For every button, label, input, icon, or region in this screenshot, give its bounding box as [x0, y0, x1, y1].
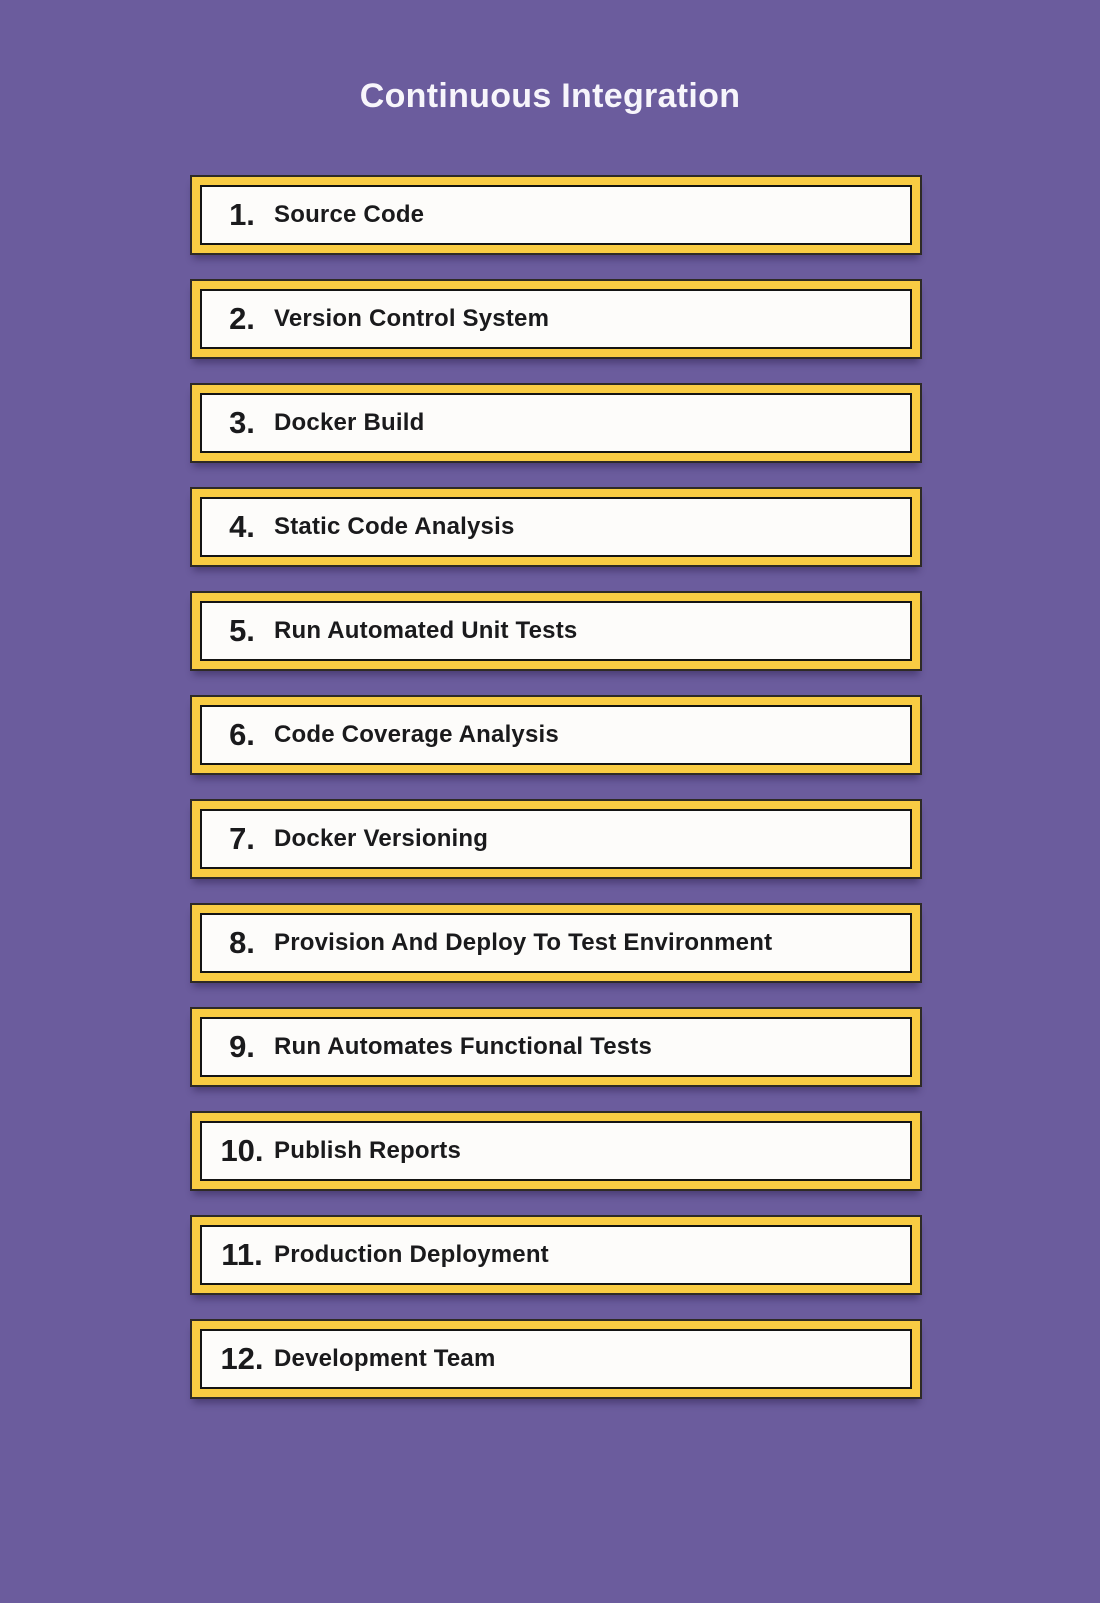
step-item-7 [190, 799, 922, 879]
step-number: 2. [229, 301, 255, 336]
step-label: Run Automated Unit Tests [274, 617, 578, 644]
step-number: 12. [220, 1341, 264, 1376]
step-box [200, 913, 912, 973]
step-item-11 [190, 1215, 922, 1295]
step-item-4 [190, 487, 922, 567]
step-number: 4. [229, 509, 255, 544]
step-item-2 [190, 279, 922, 359]
step-number: 9. [229, 1029, 255, 1064]
step-label: Docker Build [274, 409, 425, 436]
step-label: Docker Versioning [274, 825, 489, 852]
page-title: Continuous Integration [359, 77, 741, 115]
step-number: 6. [229, 717, 255, 752]
step-item-1 [190, 175, 922, 255]
step-box [200, 1017, 912, 1077]
step-box [200, 601, 912, 661]
step-item-8 [190, 903, 922, 983]
step-item-6 [190, 695, 922, 775]
step-label: Static Code Analysis [274, 513, 515, 540]
step-label: Provision And Deploy To Test Environment [274, 929, 773, 956]
step-item-12 [190, 1319, 922, 1399]
step-box [200, 393, 912, 453]
step-item-5 [190, 591, 922, 671]
step-box [200, 185, 912, 245]
step-label: Source Code [274, 201, 425, 228]
step-number: 1. [229, 197, 255, 232]
step-number: 3. [229, 405, 255, 440]
infographic-canvas [0, 78, 1100, 1603]
step-number: 10. [220, 1133, 264, 1168]
step-number: 5. [229, 613, 255, 648]
step-item-10 [190, 1111, 922, 1191]
step-item-3 [190, 383, 922, 463]
step-label: Version Control System [274, 305, 550, 332]
step-box [200, 1225, 912, 1285]
step-label: Production Deployment [274, 1241, 549, 1268]
steps-list [190, 175, 922, 1399]
step-item-9 [190, 1007, 922, 1087]
step-box [200, 497, 912, 557]
step-label: Code Coverage Analysis [274, 721, 559, 748]
step-box [200, 809, 912, 869]
step-label: Development Team [274, 1345, 496, 1372]
step-number: 11. [221, 1237, 263, 1272]
step-label: Run Automates Functional Tests [274, 1033, 653, 1060]
step-label: Publish Reports [274, 1137, 462, 1164]
step-box [200, 1121, 912, 1181]
step-box [200, 1329, 912, 1389]
step-box [200, 289, 912, 349]
step-number: 8. [229, 925, 255, 960]
step-number: 7. [229, 821, 255, 856]
step-box [200, 705, 912, 765]
